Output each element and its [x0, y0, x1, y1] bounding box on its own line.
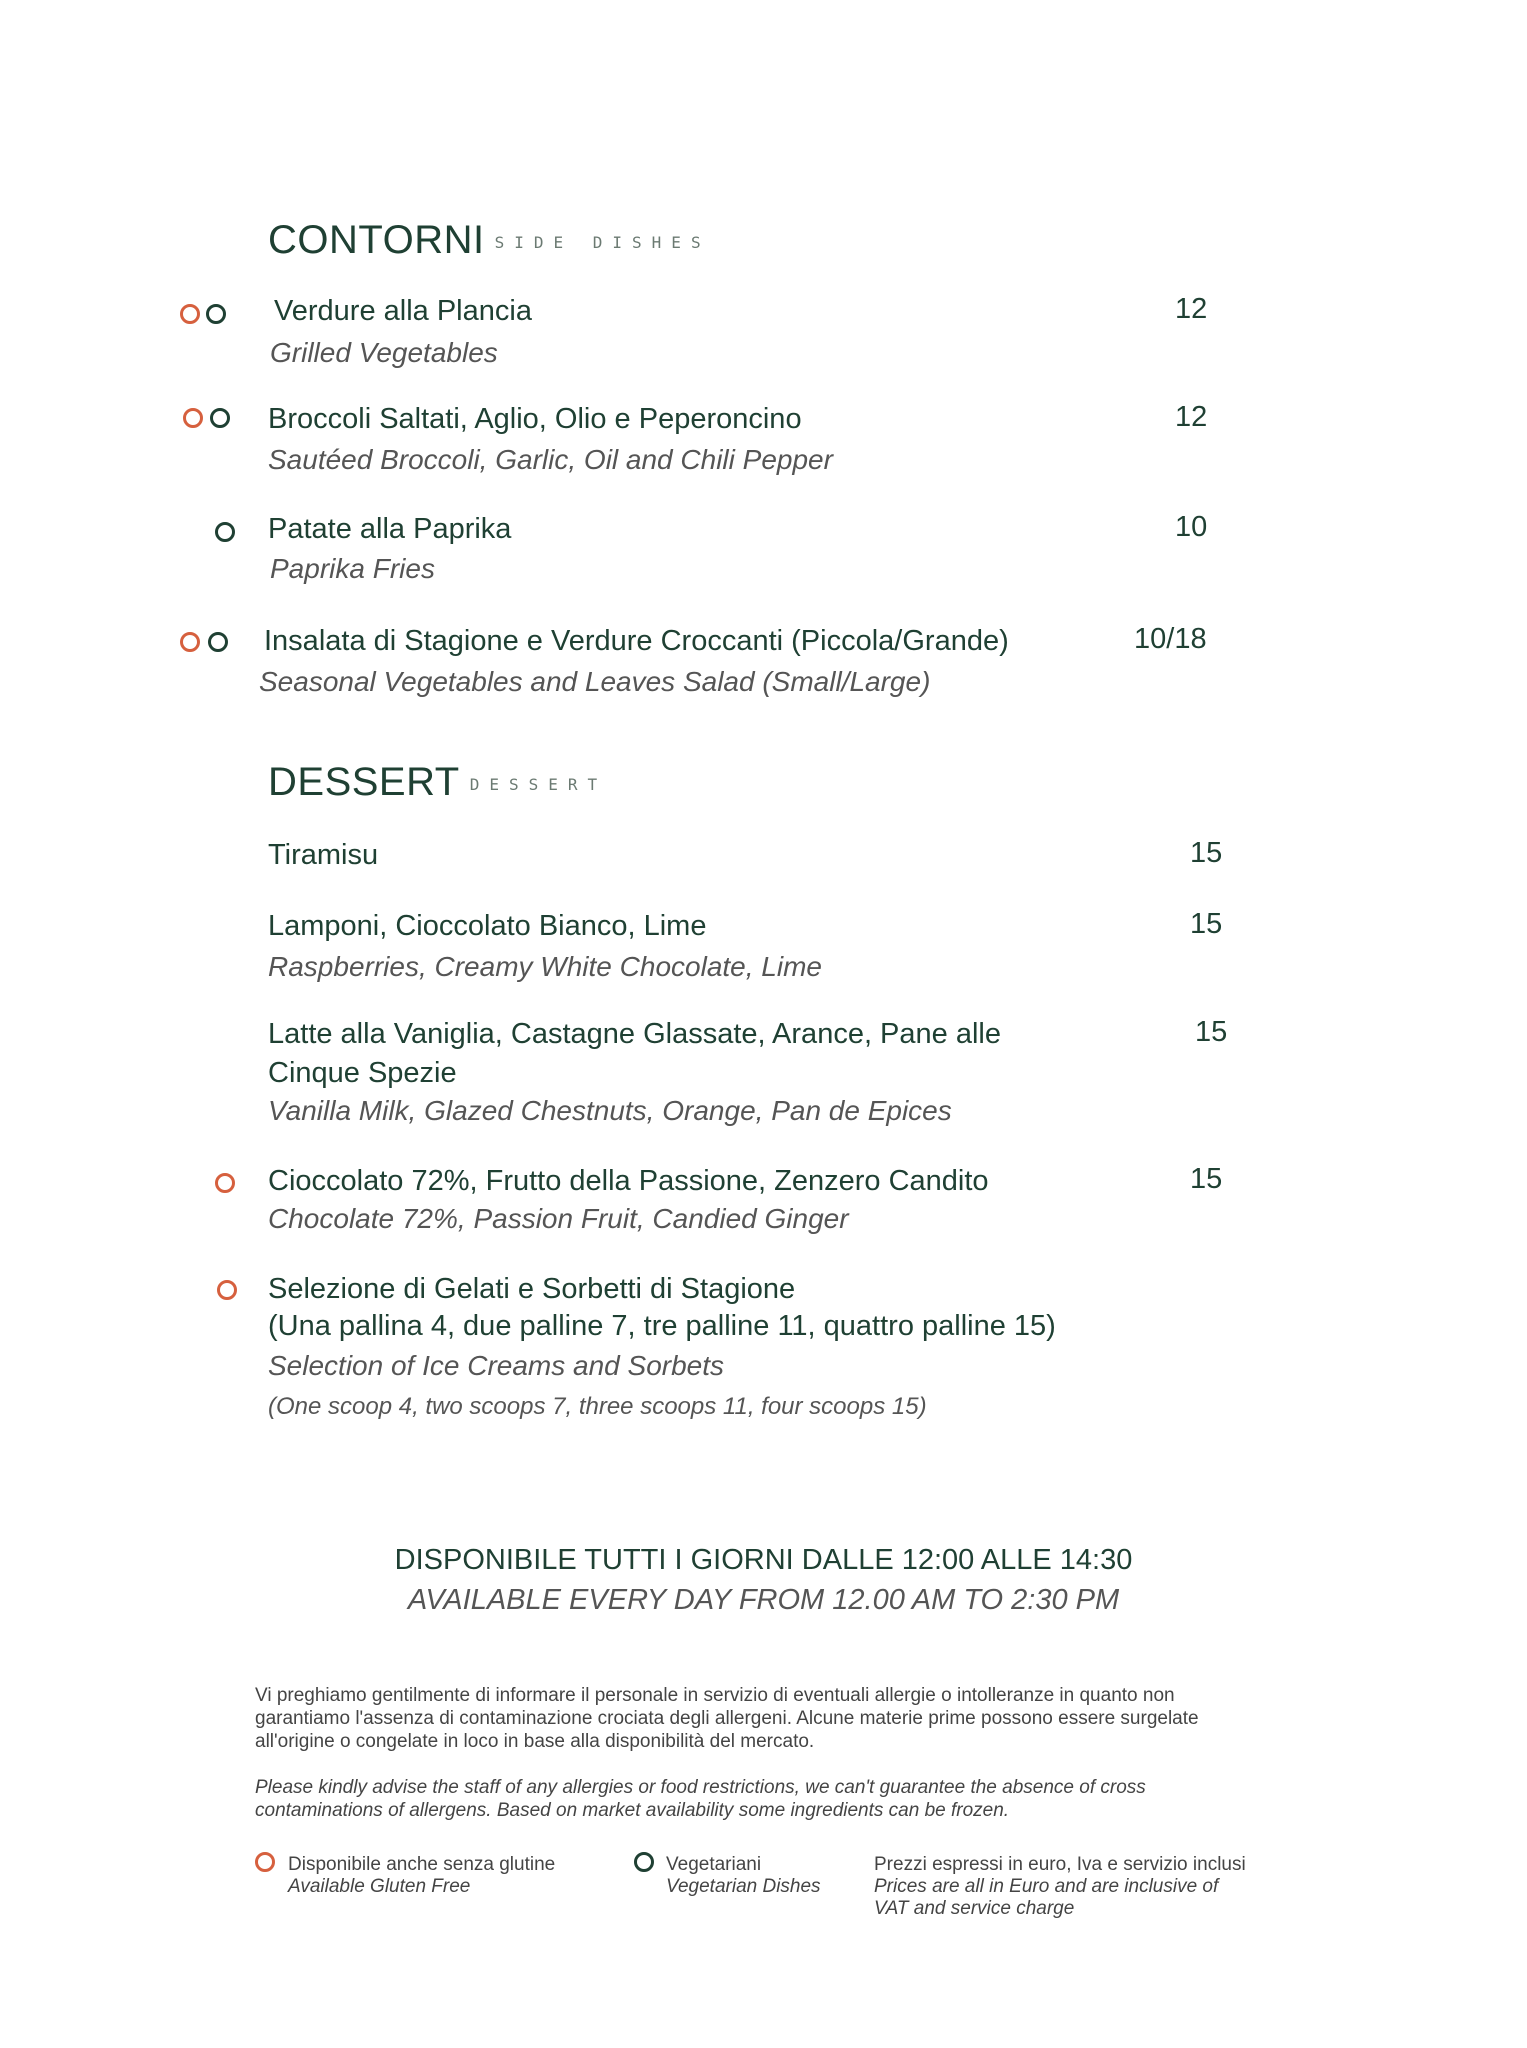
legend-label: Prezzi espressi in euro, Iva e servizio inclusi [874, 1854, 1246, 1875]
section-title-text: CONTORNI [268, 218, 485, 262]
menu-item-price: 15 [1190, 1163, 1223, 1195]
legend-prices [874, 1854, 1246, 1920]
section-title-dessert [268, 760, 607, 805]
allergy-note-italian [255, 1684, 1275, 1753]
gluten-free-icon [183, 408, 203, 428]
note-line: garantiamo l'assenza di contaminazione crociata degli allergeni. Alcune materie prime possono essere surgelate [255, 1708, 1199, 1729]
menu-item-price: 15 [1190, 837, 1223, 869]
section-title-text: DESSERT [268, 760, 460, 804]
menu-item-name: Lamponi, Cioccolato Bianco, Lime [268, 910, 707, 942]
menu-item-english: Grilled Vegetables [270, 337, 498, 368]
availability-italian: DISPONIBILE TUTTI I GIORNI DALLE 12:00 ALLE 14:30 [394, 1544, 1133, 1576]
gluten-free-icon [255, 1852, 275, 1872]
legend-label-english: VAT and service charge [874, 1898, 1075, 1919]
legend-label-english: Prices are all in Euro and are inclusive of [874, 1876, 1219, 1897]
menu-item-name-continued: (Una pallina 4, due palline 7, tre palline 11, quattro palline 15) [268, 1310, 1056, 1342]
gluten-free-icon [217, 1280, 237, 1300]
gluten-free-icon [215, 1173, 235, 1193]
menu-item-english: Vanilla Milk, Glazed Chestnuts, Orange, Pan de Epices [268, 1095, 952, 1126]
menu-item-name: Broccoli Saltati, Aglio, Olio e Peperoncino [268, 403, 802, 435]
menu-item-price: 12 [1175, 293, 1208, 325]
menu-item-price: 12 [1175, 401, 1208, 433]
menu-item-english-continued: (One scoop 4, two scoops 7, three scoops 11, four scoops 15) [268, 1393, 927, 1420]
menu-item-name: Cioccolato 72%, Frutto della Passione, Zenzero Candito [268, 1165, 989, 1197]
vegetarian-icon [634, 1852, 654, 1872]
vegetarian-icon [208, 632, 228, 652]
note-line: Please kindly advise the staff of any allergies or food restrictions, we can't guarantee the absence of cross [255, 1777, 1146, 1798]
note-line: contaminations of allergens. Based on market availability some ingredients can be frozen. [255, 1800, 1010, 1821]
menu-item-english: Chocolate 72%, Passion Fruit, Candied Ginger [268, 1203, 849, 1234]
section-subtitle: DESSERT [469, 774, 608, 794]
legend-gluten-free [288, 1854, 555, 1898]
section-title-contorni [268, 218, 711, 263]
menu-item-name: Patate alla Paprika [268, 513, 512, 545]
availability-english: AVAILABLE EVERY DAY FROM 12.00 AM TO 2:30 PM [407, 1584, 1120, 1616]
menu-item-english: Seasonal Vegetables and Leaves Salad (Small/Large) [259, 666, 931, 697]
menu-item-price: 15 [1190, 908, 1223, 940]
menu-item-name-continued: Cinque Spezie [268, 1057, 457, 1089]
note-line: Vi preghiamo gentilmente di informare il personale in servizio di eventuali allergie o intolleranze in quanto non [255, 1685, 1175, 1706]
menu-item-english: Raspberries, Creamy White Chocolate, Lime [268, 951, 822, 982]
menu-item-name: Tiramisu [268, 839, 379, 871]
menu-item-english: Sautéed Broccoli, Garlic, Oil and Chili Pepper [268, 444, 833, 475]
menu-item-name: Selezione di Gelati e Sorbetti di Stagione [268, 1273, 796, 1305]
note-line: all'origine o congelate in loco in base alla disponibilità del mercato. [255, 1731, 815, 1752]
allergy-note-english [255, 1776, 1275, 1822]
legend-label: Vegetariani [666, 1854, 762, 1875]
menu-item-english: Selection of Ice Creams and Sorbets [268, 1350, 725, 1381]
menu-item-english: Paprika Fries [270, 553, 435, 584]
vegetarian-icon [210, 408, 230, 428]
legend-vegetarian [666, 1854, 821, 1898]
gluten-free-icon [180, 304, 200, 324]
gluten-free-icon [180, 632, 200, 652]
legend-label-english: Available Gluten Free [288, 1876, 471, 1897]
section-subtitle: SIDE DISHES [494, 232, 711, 252]
menu-item-name: Insalata di Stagione e Verdure Croccanti (Piccola/Grande) [264, 625, 1009, 657]
menu-item-name: Verdure alla Plancia [274, 295, 532, 327]
legend-label: Disponibile anche senza glutine [288, 1854, 556, 1875]
vegetarian-icon [206, 304, 226, 324]
vegetarian-icon [215, 522, 235, 542]
menu-item-price: 15 [1195, 1016, 1228, 1048]
menu-item-price: 10 [1175, 511, 1208, 543]
legend-label-english: Vegetarian Dishes [666, 1876, 821, 1897]
menu-item-price: 10/18 [1134, 623, 1207, 655]
menu-item-name: Latte alla Vaniglia, Castagne Glassate, Arance, Pane alle [268, 1018, 1001, 1050]
